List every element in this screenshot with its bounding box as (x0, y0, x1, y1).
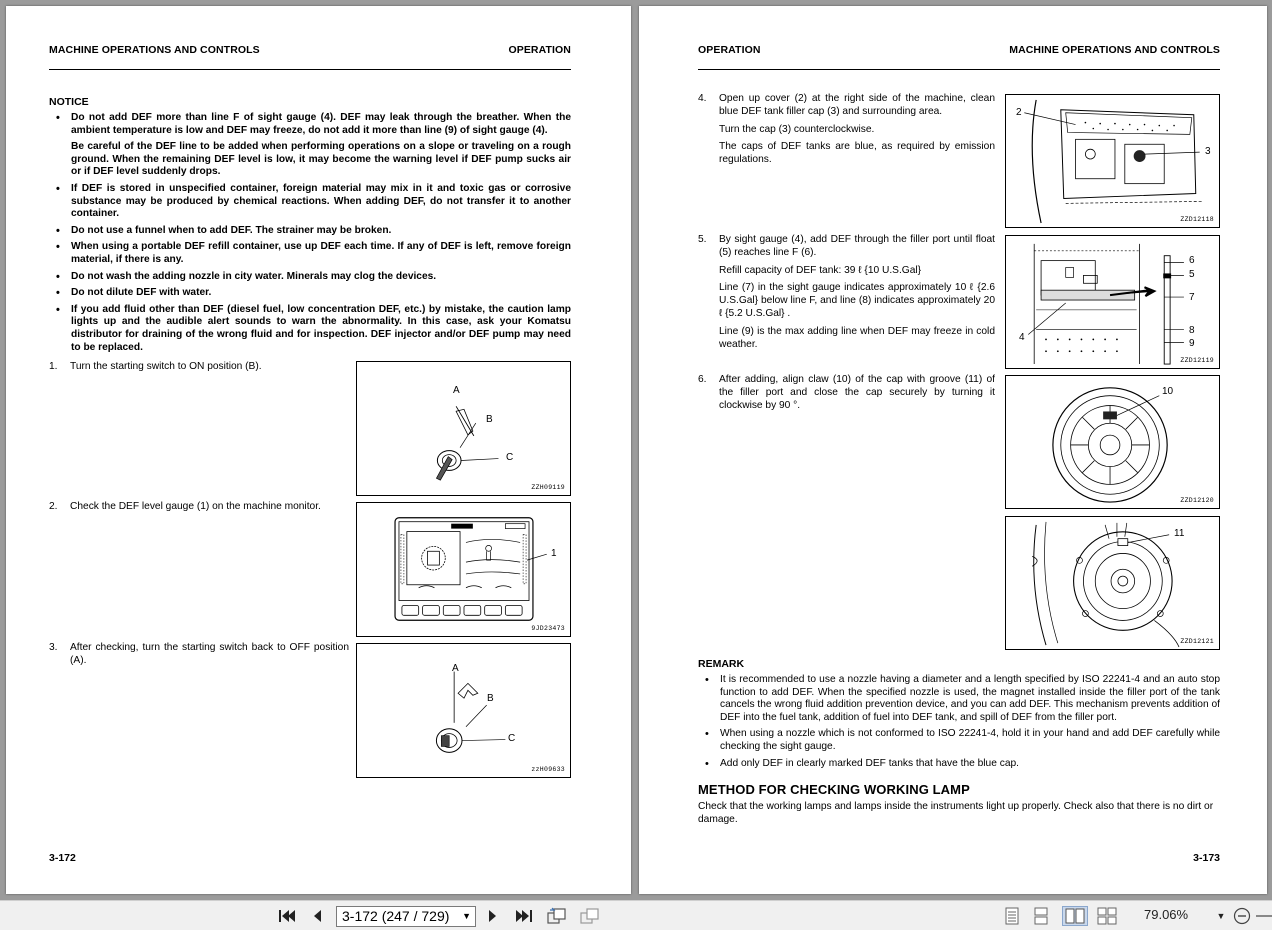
callout-label: 3 (1205, 146, 1211, 157)
page-number-field[interactable] (336, 906, 476, 927)
figure-code: ZZH09119 (531, 484, 565, 491)
section-title: METHOD FOR CHECKING WORKING LAMP (698, 782, 970, 797)
next-page-icon[interactable] (484, 906, 502, 926)
figure-cap-claw (1005, 375, 1220, 509)
callout-label: 2 (1016, 107, 1022, 118)
chevron-down-icon[interactable]: ▼ (462, 911, 471, 921)
key-switch-off-drawing (357, 644, 570, 777)
figure-code: ZZD12121 (1180, 638, 1214, 645)
callout-label: 11 (1174, 528, 1185, 539)
figure-code: ZZD12120 (1180, 497, 1214, 504)
figure-filler-cap-location (1005, 94, 1220, 228)
notice-title: NOTICE (49, 96, 89, 108)
figure-code: ZZD12119 (1180, 357, 1214, 364)
callout-label: C (508, 733, 516, 744)
remark-list (700, 674, 1220, 774)
step-3: 3. After checking, turn the starting switch back to OFF position (A). (49, 642, 349, 666)
page-right (639, 6, 1267, 894)
callout-label: 8 (1189, 325, 1195, 336)
monitor-drawing (357, 503, 570, 636)
callout-label: 7 (1189, 292, 1195, 303)
figure-code: ZZD12118 (1180, 216, 1214, 223)
cover-drawing (1006, 95, 1219, 227)
remark-title: REMARK (698, 658, 745, 670)
cap-claw-drawing (1006, 376, 1219, 508)
step-1: 1. Turn the starting switch to ON position (B). (49, 361, 262, 372)
page-number: 3-173 (1193, 852, 1220, 864)
figure-key-switch-off (356, 643, 571, 778)
step-6: 6. After adding, align claw (10) of the cap with groove (11) of the filler port and close the cap securely by turning it clockwise by 90 °. (698, 374, 995, 411)
continuous-icon[interactable] (1031, 906, 1051, 926)
sight-gauge-drawing (1006, 236, 1219, 368)
callout-label: 6 (1189, 255, 1195, 266)
notice-item: • When using a portable DEF refill container, use up DEF each time. If any of DEF is left, remove foreign material, if there is any. (51, 241, 571, 266)
page-left (6, 6, 631, 894)
copy-icon[interactable] (578, 906, 602, 926)
step-2: 2. Check the DEF level gauge (1) on the machine monitor. (49, 501, 321, 512)
callout-label: A (452, 663, 459, 674)
notice-item: • If you add fluid other than DEF (diesel fuel, low concentration DEF, etc.) by mistake, the caution lamp lights up and the audible alert sounds to warn the abnormality. In this case, ask your Komatsu distributor for draining of the wrong fluid and for inspection. DEF injector and/or DEF pump may need to be replaced. (51, 304, 571, 354)
key-switch-drawing (357, 362, 570, 495)
header-left: OPERATION (698, 44, 761, 56)
last-page-icon[interactable] (513, 906, 535, 926)
notice-list (51, 112, 571, 358)
callout-label: A (453, 385, 460, 396)
figure-filler-port-groove (1005, 516, 1220, 650)
callout-label: B (487, 693, 494, 704)
notice-item: • If DEF is stored in unspecified container, foreign material may mix in it and toxic gas or corrosive substance may be produced by chemical reactions. When adding DEF, do not transfer it to another container. (51, 183, 571, 221)
remark-item: • It is recommended to use a nozzle having a diameter and a length specified by ISO 22241-4 and an auto stop function to add DEF. When the specified nozzle is used, the magnet installed inside the filler port of the tank cancels the wrong fluid addition prevention device, and you can add DEF. This mechanism prevents addition of DEF into the fuel tank, addition of fuel into DEF tank, and spill of DEF from the filler port. (700, 674, 1220, 724)
zoom-level[interactable]: 79.06% (1144, 907, 1189, 922)
figure-sight-gauge (1005, 235, 1220, 369)
callout-label: 5 (1189, 269, 1195, 280)
section-text: Check that the working lamps and lamps inside the instruments light up properly. Check also that there is no dirt or damage. (698, 801, 1214, 825)
callout-label: 1 (551, 548, 557, 559)
two-page-icon[interactable] (1062, 906, 1088, 926)
callout-label: 10 (1162, 386, 1174, 397)
notice-item: • Do not wash the adding nozzle in city water. Minerals may clog the devices. (51, 271, 571, 284)
single-page-icon[interactable] (1002, 906, 1022, 926)
viewer-toolbar (0, 900, 1272, 930)
header-rule (698, 69, 1220, 70)
zoom-out-icon[interactable] (1232, 906, 1252, 926)
step-4: 4. Open up cover (2) at the right side of the machine, clean blue DEF tank filler cap (3) and surrounding area. Turn the cap (3) counterclockwise. The caps of DEF tanks are blue, as required by emission regulations. (698, 93, 995, 166)
filler-port-drawing (1006, 517, 1219, 649)
callout-label: 4 (1019, 332, 1025, 343)
zoom-dropdown-icon[interactable]: ▼ (1216, 911, 1226, 921)
notice-item: • Do not add DEF more than line F of sight gauge (4). DEF may leak through the breather. When the ambient temperature is low and DEF may freeze, do not add it more than line (9) of sight gauge (4). Be careful of the DEF line to be added when performing operations on a slope or traveling on a rough ground. When the remaining DEF level is low, it may become the warning level if DEF pump sucks air or if DEF level suddenly drops. (51, 112, 571, 179)
two-page-continuous-icon[interactable] (1096, 906, 1118, 926)
remark-item: • When using a nozzle which is not conformed to ISO 22241-4, hold it in your hand and add DEF carefully while checking the sight gauge. (700, 728, 1220, 753)
notice-item: • Do not dilute DEF with water. (51, 287, 571, 300)
figure-code: 9JD23473 (531, 625, 565, 632)
header-rule (49, 69, 571, 70)
header-left: MACHINE OPERATIONS AND CONTROLS (49, 44, 260, 56)
zoom-slider-track[interactable] (1256, 906, 1272, 926)
prev-page-icon[interactable] (308, 906, 326, 926)
header-right: OPERATION (508, 44, 571, 56)
callout-label: C (506, 452, 514, 463)
page-number: 3-172 (49, 852, 76, 864)
figure-machine-monitor (356, 502, 571, 637)
notice-item: • Do not use a funnel when to add DEF. The strainer may be broken. (51, 225, 571, 238)
callout-label: 9 (1189, 338, 1195, 349)
step-5: 5. By sight gauge (4), add DEF through the filler port until float (5) reaches line F (6). Refill capacity of DEF tank: 39 ℓ {10 U.S.Gal} Line (7) in the sight gauge indicates approximately 10 ℓ {2.6 U.S.Gal} below line F, and line (8) indicates approximately 20 ℓ {5.2 U.S.Gal} . Line (9) is the max adding line when DEF may freeze in cold weather. (698, 234, 995, 350)
remark-item: • Add only DEF in clearly marked DEF tanks that have the blue cap. (700, 758, 1220, 771)
rotate-icon[interactable] (545, 906, 569, 926)
figure-code: zzH09633 (531, 766, 565, 773)
figure-key-switch-on (356, 361, 571, 496)
header-right: MACHINE OPERATIONS AND CONTROLS (1009, 44, 1220, 56)
first-page-icon[interactable] (276, 906, 298, 926)
page-number-value: 3-172 (247 / 729) (342, 908, 450, 924)
callout-label: B (486, 414, 493, 425)
